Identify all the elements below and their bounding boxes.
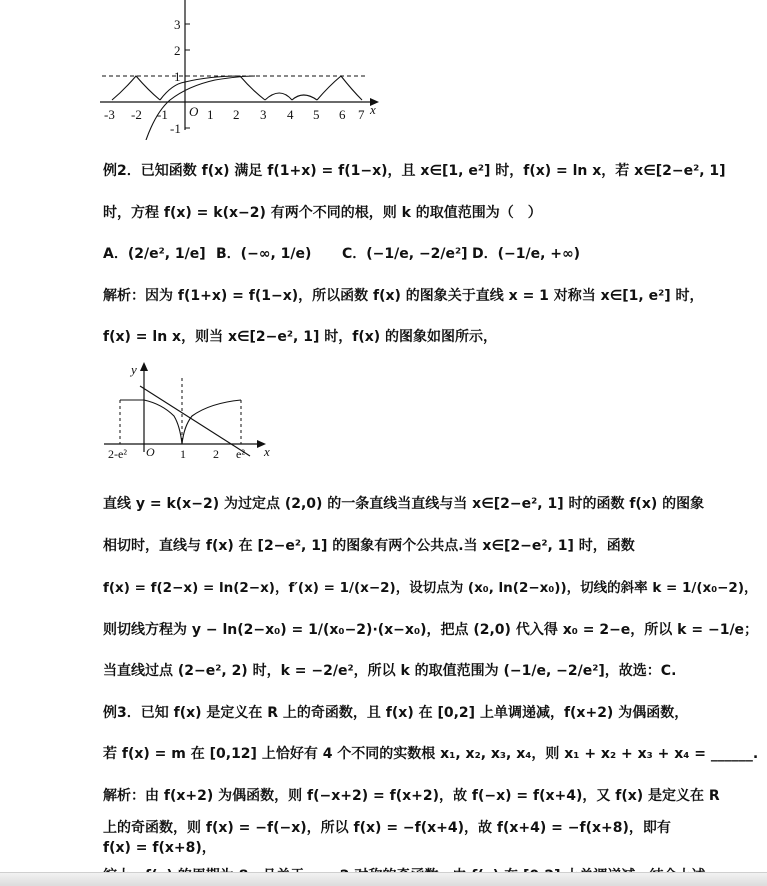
- x-tick-label: 2-e²: [108, 447, 127, 461]
- periodic-curve: [112, 76, 362, 100]
- solution2-line6: 则切线方程为 y − ln(2−x₀) = 1/(x₀−2)·(x−x₀)，把点 (2,0) 代入得 x₀ = 2−e，所以 k = −1/e；: [103, 622, 759, 638]
- y-axis-label: y: [131, 362, 137, 377]
- x-axis-label: x: [264, 444, 270, 459]
- option-d: D．(−1/e, +∞): [472, 246, 581, 262]
- solution2-line1: 解析：因为 f(1+x) = f(1−x)，所以函数 f(x) 的图象关于直线 x = 1 对称当 x∈[1, e²] 时，: [103, 288, 704, 304]
- y-tick-label: -1: [170, 121, 181, 136]
- option-a: A．(2/e², 1/e]: [103, 246, 206, 262]
- origin-label: O: [189, 104, 199, 119]
- solution3-line1: 解析：由 f(x+2) 为偶函数，则 f(−x+2) = f(x+2)，故 f(−x) = f(x+4)，又 f(x) 是定义在 R: [103, 788, 720, 804]
- x-tick-label: -2: [131, 107, 142, 122]
- x-tick-label: -1: [157, 107, 168, 122]
- y-axis-arrow: [140, 362, 148, 371]
- solution3-line3: f(x) = f(x+8)，: [103, 840, 216, 856]
- x-tick-label: 7: [358, 107, 365, 122]
- x-tick-label: -3: [104, 107, 115, 122]
- ln-function-graph: [100, 360, 280, 465]
- x-tick-label: 2: [233, 107, 240, 122]
- x-tick-label: 4: [287, 107, 294, 122]
- x-axis-label: x: [370, 102, 376, 117]
- y-tick-label: 1: [174, 69, 181, 84]
- x-tick-label: 5: [313, 107, 320, 122]
- origin-label: O: [146, 445, 155, 459]
- solution2-line3: 直线 y = k(x−2) 为过定点 (2,0) 的一条直线当直线与当 x∈[2−e², 1] 时的函数 f(x) 的图象: [103, 496, 705, 512]
- solution2-line4: 相切时，直线与 f(x) 在 [2−e², 1] 的图象有两个公共点.当 x∈[2−e², 1] 时，函数: [103, 538, 635, 554]
- solution2-line2: f(x) = ln x，则当 x∈[2−e², 1] 时，f(x) 的图象如图所示，: [103, 329, 498, 345]
- tangent-line: [140, 386, 250, 456]
- example3-line1: 例3．已知 f(x) 是定义在 R 上的奇函数，且 f(x) 在 [0,2] 上单调递减，f(x+2) 为偶函数，: [103, 705, 689, 721]
- example3-line2: 若 f(x) = m 在 [0,12] 上恰好有 4 个不同的实数根 x₁, x₂, x₃, x₄，则 x₁ + x₂ + x₃ + x₄ = ______.: [103, 746, 759, 762]
- x-tick-label: 1: [207, 107, 214, 122]
- y-tick-label: 3: [174, 17, 181, 32]
- example2-line1: 例2．已知函数 f(x) 满足 f(1+x) = f(1−x)，且 x∈[1, e²] 时，f(x) = ln x，若 x∈[2−e², 1]: [103, 163, 726, 179]
- option-c: C．(−1/e, −2/e²]: [342, 246, 468, 262]
- y-tick-label: 2: [174, 43, 181, 58]
- solution3-line2: 上的奇函数，则 f(x) = −f(−x)，所以 f(x) = −f(x+4)，故 f(x+4) = −f(x+8)，即有: [103, 820, 671, 836]
- option-b: B．(−∞, 1/e): [216, 246, 312, 262]
- ln-curve: [144, 400, 241, 444]
- x-tick-label: 2: [213, 447, 219, 461]
- solution2-line5: f(x) = f(2−x) = ln(2−x)，f′(x) = 1/(x−2)，设切点为 (x₀, ln(2−x₀))，切线的斜率 k = 1/(x₀−2)，: [103, 580, 758, 596]
- page-bottom-edge: [0, 872, 767, 886]
- example2-line2: 时，方程 f(x) = k(x−2) 有两个不同的根，则 k 的取值范围为（ ）: [103, 205, 542, 221]
- x-tick-label: 3: [260, 107, 267, 122]
- periodic-function-graph: [100, 0, 385, 140]
- x-tick-label: 6: [339, 107, 346, 122]
- x-tick-label: e²: [236, 447, 245, 461]
- solution2-line7: 当直线过点 (2−e², 2) 时，k = −2/e²，所以 k 的取值范围为 (−1/e, −2/e²]，故选：C.: [103, 663, 677, 679]
- x-tick-label: 1: [180, 447, 186, 461]
